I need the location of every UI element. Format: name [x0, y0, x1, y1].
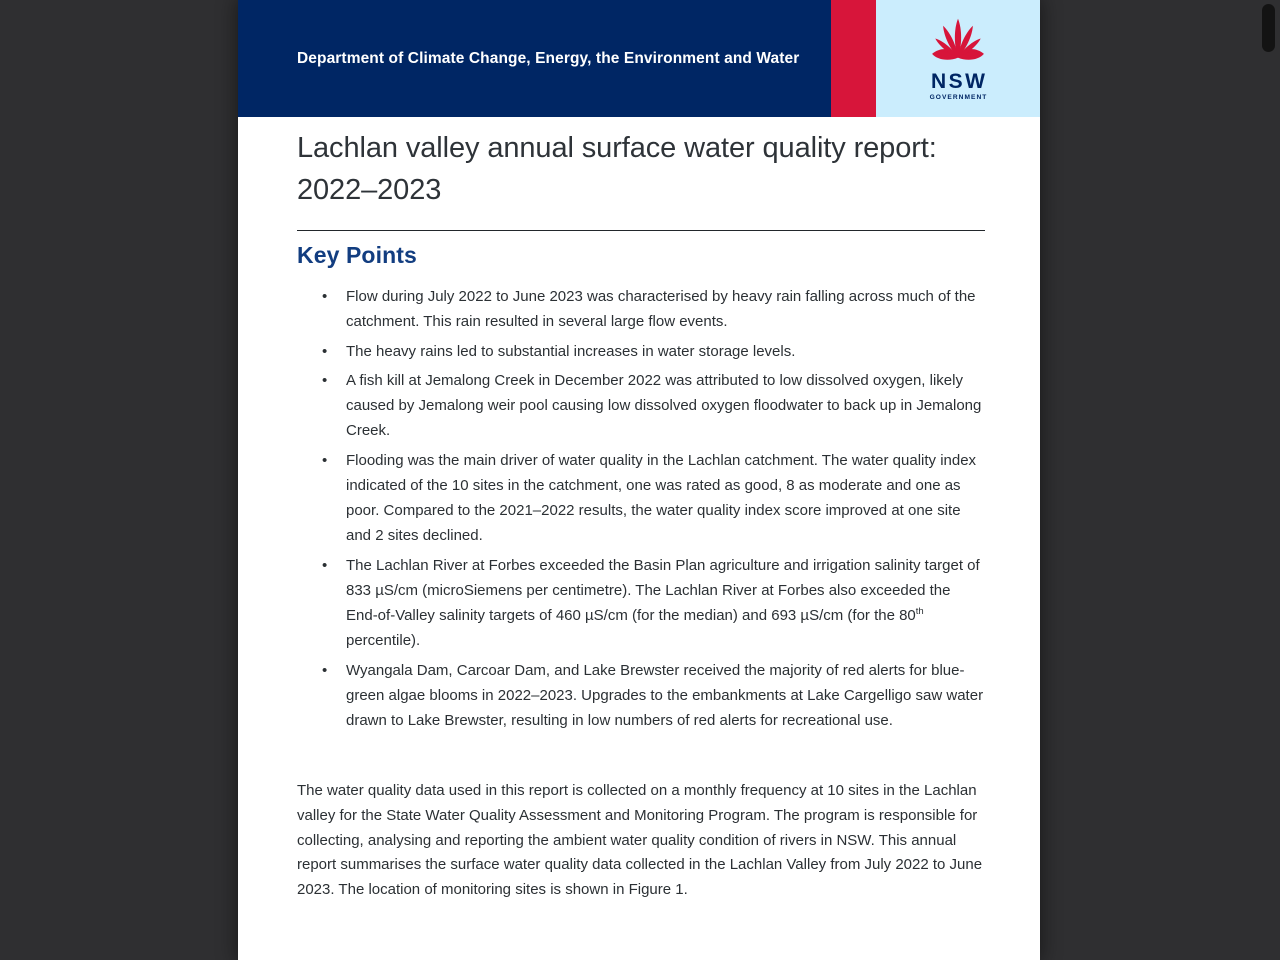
banner-red-stripe	[831, 0, 876, 117]
department-name: Department of Climate Change, Energy, the Environment and Water	[297, 49, 800, 67]
key-point-item: • The heavy rains led to substantial increases in water storage levels.	[297, 339, 985, 364]
waratah-icon	[928, 15, 988, 70]
intro-paragraph: The water quality data used in this report is collected on a monthly frequency at 10 sites in the Lachlan valley for the State Water Quality Assessment and Monitoring Program. The program is responsible for collecting, analysing and reporting the ambient water quality condition of rivers in NSW. This annual report summarises the surface water quality data collected in the Lachlan Valley from July 2022 to June 2023. The location of monitoring sites is shown in Figure 1.	[297, 782, 983, 898]
logo-nsw-text: NSW	[931, 70, 988, 94]
report-banner	[238, 0, 1040, 117]
key-point-item: • Flooding was the main driver of water quality in the Lachlan catchment. The water quality index indicated of the 10 sites in the catchment, one was rated as good, 8 as moderate and one as poor. Compared to the 2021–2022 results, the water quality index score improved at one site and 2 sites declined.	[297, 448, 985, 548]
key-point-item: • A fish kill at Jemalong Creek in December 2022 was attributed to low dissolved oxygen, likely caused by Jemalong weir pool causing low dissolved oxygen floodwater to back up in Jemalong Creek.	[297, 368, 985, 443]
key-point-item: • The Lachlan River at Forbes exceeded the Basin Plan agriculture and irrigation salinity target of 833 µS/cm (microSiemens per centimetre). The Lachlan River at Forbes also exceeded the End-of-Valley salinity targets of 460 µS/cm (for the median) and 693 µS/cm (for the 80th percentile).	[297, 553, 985, 653]
key-point-item: • Wyangala Dam, Carcoar Dam, and Lake Brewster received the majority of red alerts for blue-green algae blooms in 2022–2023. Upgrades to the embankments at Lake Cargelligo saw water drawn to Lake Brewster, resulting in low numbers of red alerts for recreational use.	[297, 658, 985, 733]
logo-government-text: GOVERNMENT	[929, 94, 988, 102]
banner-navy-block	[238, 0, 831, 117]
title-divider	[297, 230, 985, 231]
document-page	[238, 0, 1040, 960]
banner-logo-block	[876, 0, 1040, 117]
key-point-item: • Flow during July 2022 to June 2023 was characterised by heavy rain falling across much of the catchment. This rain resulted in several large flow events.	[297, 284, 985, 334]
document-content	[238, 127, 1040, 903]
report-title: Lachlan valley annual surface water quality report: 2022–2023	[297, 132, 937, 206]
key-points-list	[297, 284, 985, 733]
nsw-government-logo	[928, 15, 988, 102]
key-points-heading: Key Points	[297, 242, 417, 268]
vertical-scrollbar-thumb[interactable]	[1262, 4, 1275, 52]
